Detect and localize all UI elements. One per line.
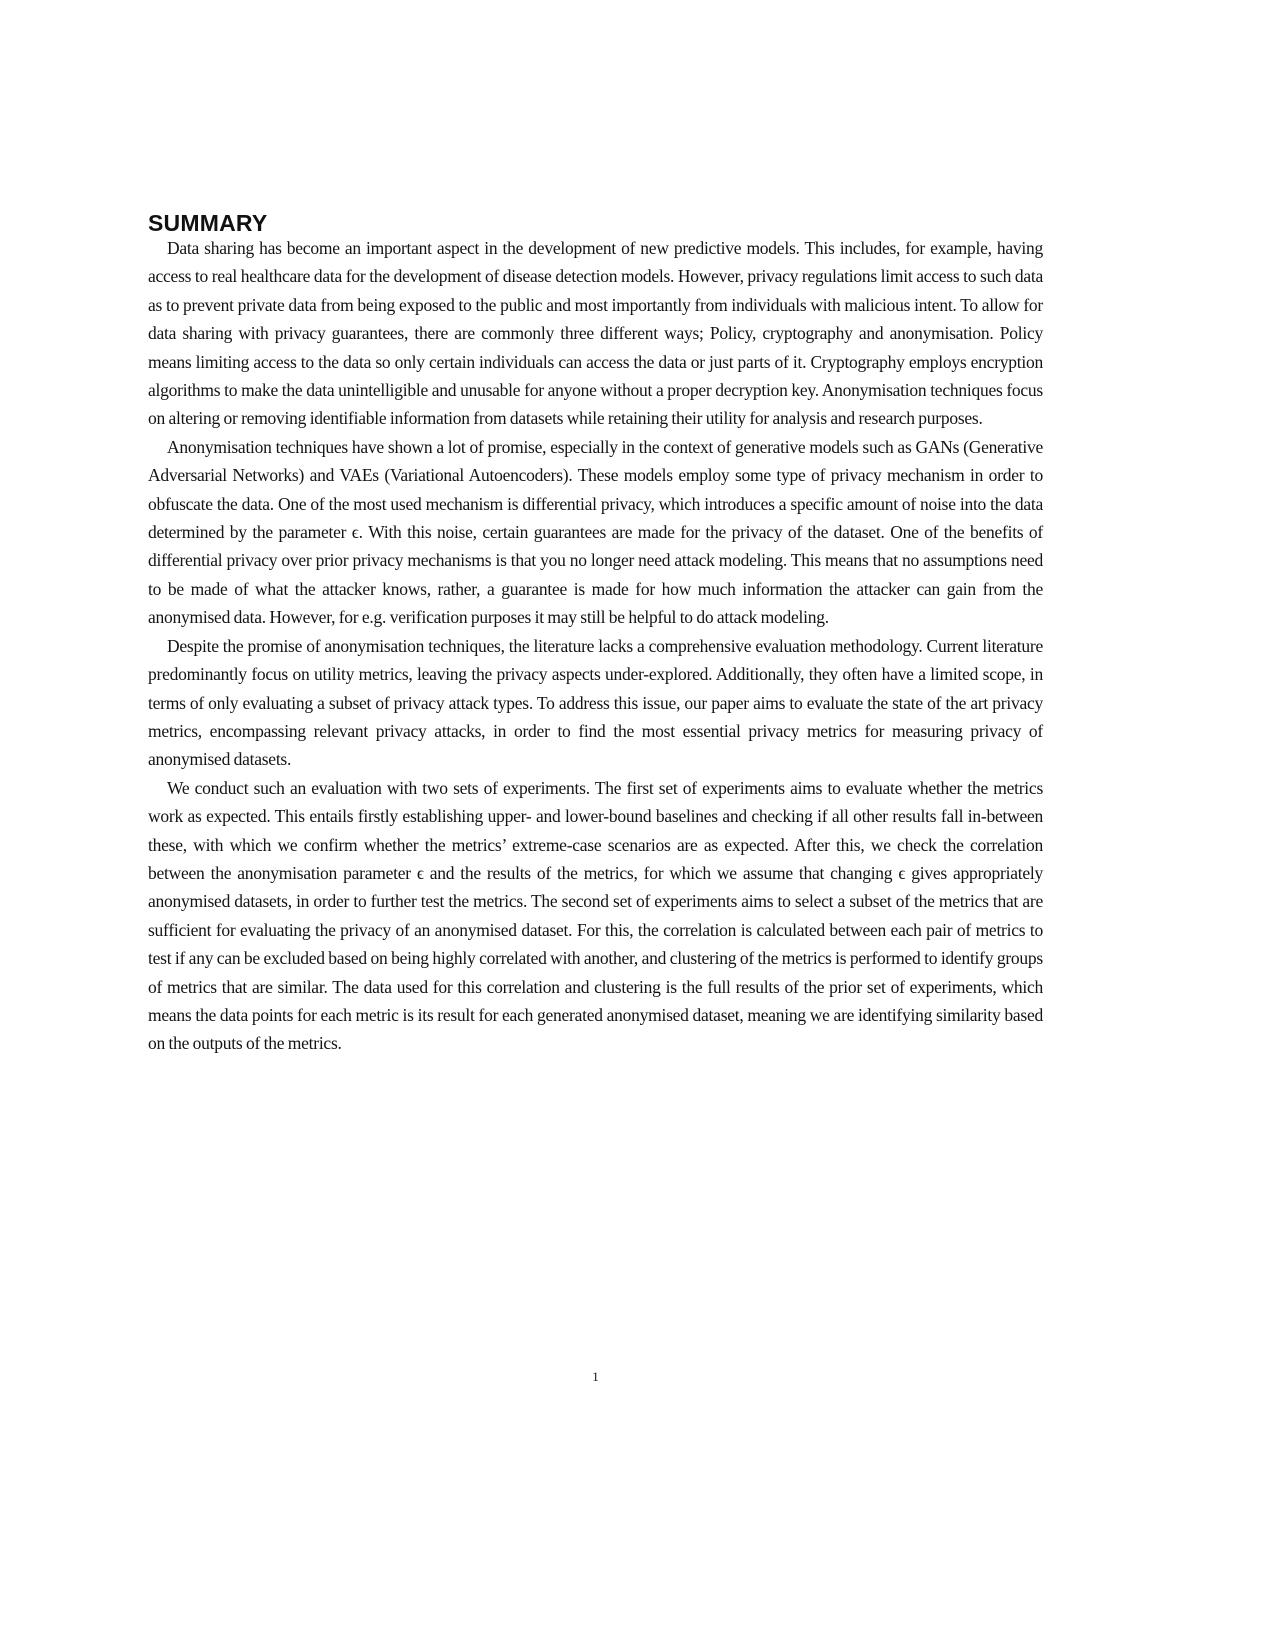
summary-paragraph-2: Anonymisation techniques have shown a lot of promise, especially in the context of generative models such as GANs (Generative Adversarial Networks) and VAEs (Variational Autoencoders). These models employ some type of privacy mechanism in order to obfuscate the data. One of the most used mechanism is differential privacy, which introduces a specific amount of noise into the data determined by the parameter ϵ. With this noise, certain guarantees are made for the privacy of the dataset. One of the benefits of differential privacy over prior privacy mechanisms is that you no longer need attack modeling. This means that no assumptions need to be made of what the attacker knows, rather, a guarantee is made for how much information the attacker can gain from the anonymised data. However, for e.g. verification purposes it may still be helpful to do attack modeling. [148, 436, 1043, 628]
summary-heading: SUMMARY [148, 210, 268, 237]
summary-paragraph-3: Despite the promise of anonymisation techniques, the literature lacks a comprehensive evaluation methodology. Current literature predominantly focus on utility metrics, leaving the privacy aspects under-explored. Additionally, they often have a limited scope, in terms of only evaluating a subset of privacy attack types. To address this issue, our paper aims to evaluate the state of the art privacy metrics, encompassing relevant privacy attacks, in order to find the most essential privacy metrics for measuring privacy of anonymised datasets. [148, 635, 1043, 770]
summary-paragraph-4: We conduct such an evaluation with two sets of experiments. The first set of experiments aims to evaluate whether the metrics work as expected. This entails firstly establishing upper- and lower-bound baselines and checking if all other results fall in-between these, with which we confirm whether the metrics’ extreme-case scenarios are as expected. After this, we check the correlation between the anonymisation parameter ϵ and the results of the metrics, for which we assume that changing ϵ gives appropriately anonymised datasets, in order to further test the metrics. The second set of experiments aims to select a subset of the metrics that are sufficient for evaluating the privacy of an anonymised dataset. For this, the correlation is calculated between each pair of metrics to test if any can be excluded based on being highly correlated with another, and clustering of the metrics is performed to identify groups of metrics that are similar. The data used for this correlation and clustering is the full results of the prior set of experiments, which means the data points for each metric is its result for each generated anonymised dataset, meaning we are identifying similarity based on the outputs of the metrics. [148, 777, 1043, 1054]
page-number: 1 [592, 1369, 599, 1384]
summary-body [148, 234, 1043, 1058]
summary-paragraph-1: Data sharing has become an important aspect in the development of new predictive models. This includes, for example, having access to real healthcare data for the development of disease detection models. However, privacy regulations limit access to such data as to prevent private data from being exposed to the public and most importantly from individuals with malicious intent. To allow for data sharing with privacy guarantees, there are commonly three different ways; Policy, cryptography and anonymisation. Policy means limiting access to the data so only certain individuals can access the data or just parts of it. Cryptography employs encryption algorithms to make the data unintelligible and unusable for anyone without a proper decryption key. Anonymisation techniques focus on altering or removing identifiable information from datasets while retaining their utility for analysis and research purposes. [148, 238, 1043, 429]
